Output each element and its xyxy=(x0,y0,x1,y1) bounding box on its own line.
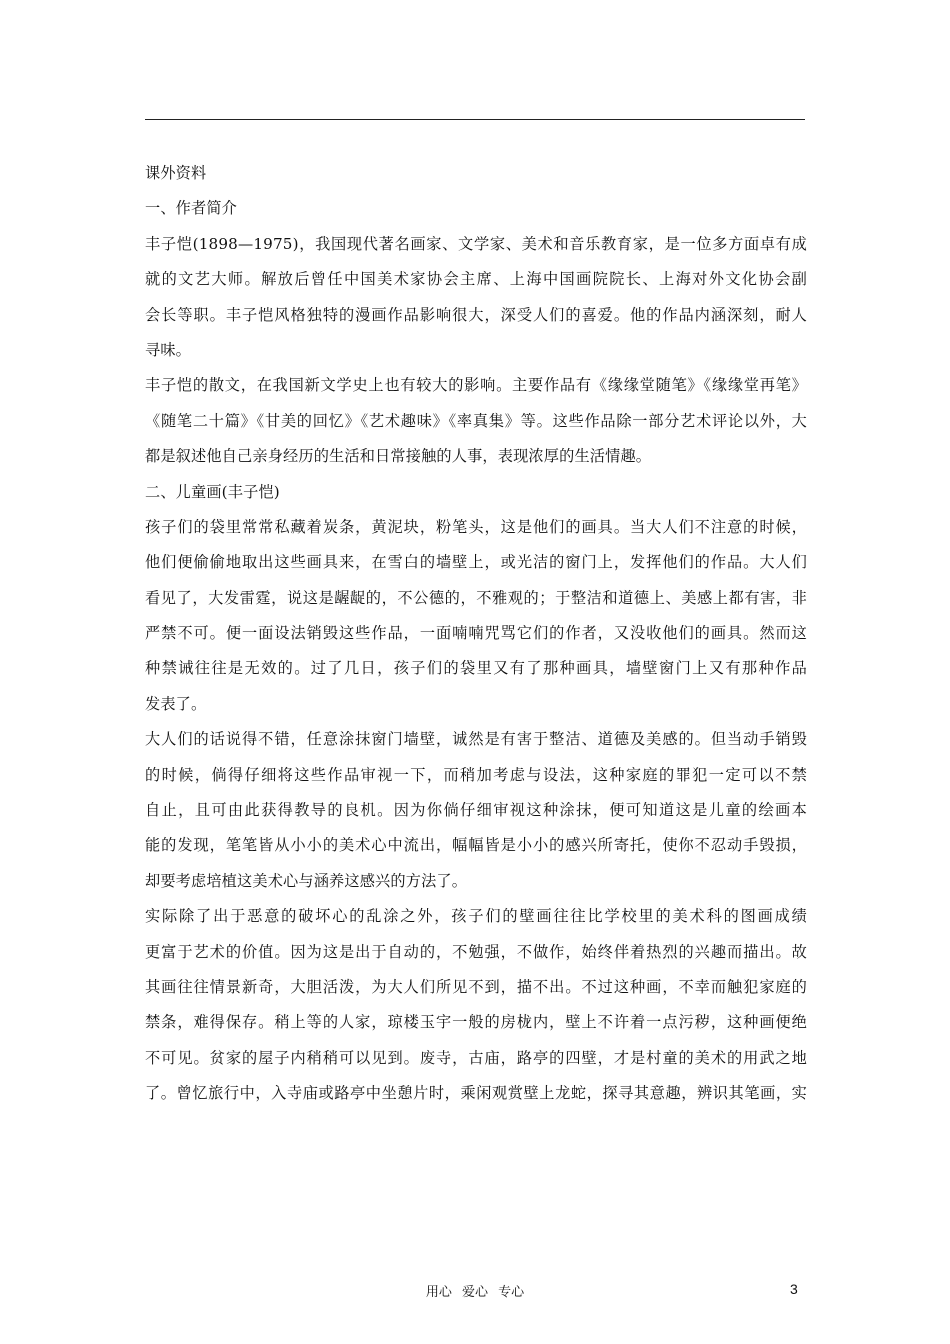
text-line: 却要考虑培植这美术心与涵养这感兴的方法了。 xyxy=(145,871,468,890)
text-line: 丰子恺的散文，在我国新文学史上也有较大的影响。主要作品有《缘缘堂随笔》《缘缘堂再笔》 xyxy=(145,376,807,395)
text-line: 课外资料 xyxy=(145,164,207,182)
page-number: 3 xyxy=(790,1281,798,1297)
header-rule xyxy=(145,119,805,120)
document-body xyxy=(145,156,807,1112)
text-line: 孩子们的袋里常常私藏着炭条，黄泥块，粉笔头，这是他们的画具。当大人们不注意的时候， xyxy=(145,517,807,536)
text-line: 寻味。 xyxy=(145,340,192,359)
text-line: 了。曾忆旅行中，入寺庙或路亭中坐憩片时，乘闲观赏壁上龙蛇，探寻其意趣，辨识其笔画，实 xyxy=(145,1084,807,1103)
text-line: 其画往往情景新奇，大胆活泼，为大人们所见不到，描不出。不过这种画，不幸而触犯家庭的 xyxy=(145,977,807,996)
text-line: 实际除了出于恶意的破坏心的乱涂之外，孩子们的壁画往往比学校里的美术科的图画成绩 xyxy=(145,907,807,926)
text-line: 不可见。贫家的屋子内稍稍可以见到。废寺，古庙，路亭的四壁，才是村童的美术的用武之地 xyxy=(145,1048,807,1067)
text-line: 都是叙述他自己亲身经历的生活和日常接触的人事，表现浓厚的生活情趣。 xyxy=(145,447,652,466)
footer-motto: 用心 爱心 专心 xyxy=(425,1285,525,1300)
text-line: 就的文艺大师。解放后曾任中国美术家协会主席、上海中国画院院长、上海对外文化协会副 xyxy=(145,270,807,289)
text-line: 他们便偷偷地取出这些画具来，在雪白的墙壁上，或光洁的窗门上，发挥他们的作品。大人们 xyxy=(145,553,807,572)
text-line: 看见了，大发雷霆，说这是龌龊的，不公德的，不雅观的；于整洁和道德上、美感上都有害，非 xyxy=(145,588,807,607)
text-line: 能的发现，笔笔皆从小小的美术心中流出，幅幅皆是小小的感兴所寄托，使你不忍动手毁损， xyxy=(145,836,807,855)
text-line: 丰子恺(1898—1975)，我国现代著名画家、文学家、美术和音乐教育家，是一位多方面卓有成 xyxy=(145,234,807,253)
text-line: 大人们的话说得不错，任意涂抹窗门墙壁，诚然是有害于整洁、道德及美感的。但当动手销毁 xyxy=(145,730,807,749)
text-line: 严禁不可。便一面设法销毁这些作品，一面喃喃咒骂它们的作者，又没收他们的画具。然而这 xyxy=(145,624,807,643)
text-line: 发表了。 xyxy=(145,694,207,713)
text-line: 二、儿童画(丰子恺) xyxy=(145,482,280,501)
text-line: 的时候，倘得仔细将这些作品审视一下，而稍加考虑与设法，这种家庭的罪犯一定可以不禁 xyxy=(145,765,807,784)
text-line: 《随笔二十篇》《甘美的回忆》《艺术趣味》《率真集》等。这些作品除一部分艺术评论以外，大 xyxy=(145,411,807,430)
text-line: 禁条，难得保存。稍上等的人家，琼楼玉宇一般的房栊内，壁上不许着一点污秽，这种画便绝 xyxy=(145,1013,807,1032)
text-line: 更富于艺术的价值。因为这是出于自动的，不勉强，不做作，始终伴着热烈的兴趣而描出。故 xyxy=(145,942,807,961)
text-line: 种禁诫往往是无效的。过了几日，孩子们的袋里又有了那种画具，墙壁窗门上又有那种作品 xyxy=(145,659,807,678)
text-line: 自止，且可由此获得教导的良机。因为你倘仔细审视这种涂抹，便可知道这是儿童的绘画本 xyxy=(145,801,807,820)
text-line: 一、作者简介 xyxy=(145,199,238,218)
text-line: 会长等职。丰子恺风格独特的漫画作品影响很大，深受人们的喜爱。他的作品内涵深刻，耐人 xyxy=(145,305,807,324)
